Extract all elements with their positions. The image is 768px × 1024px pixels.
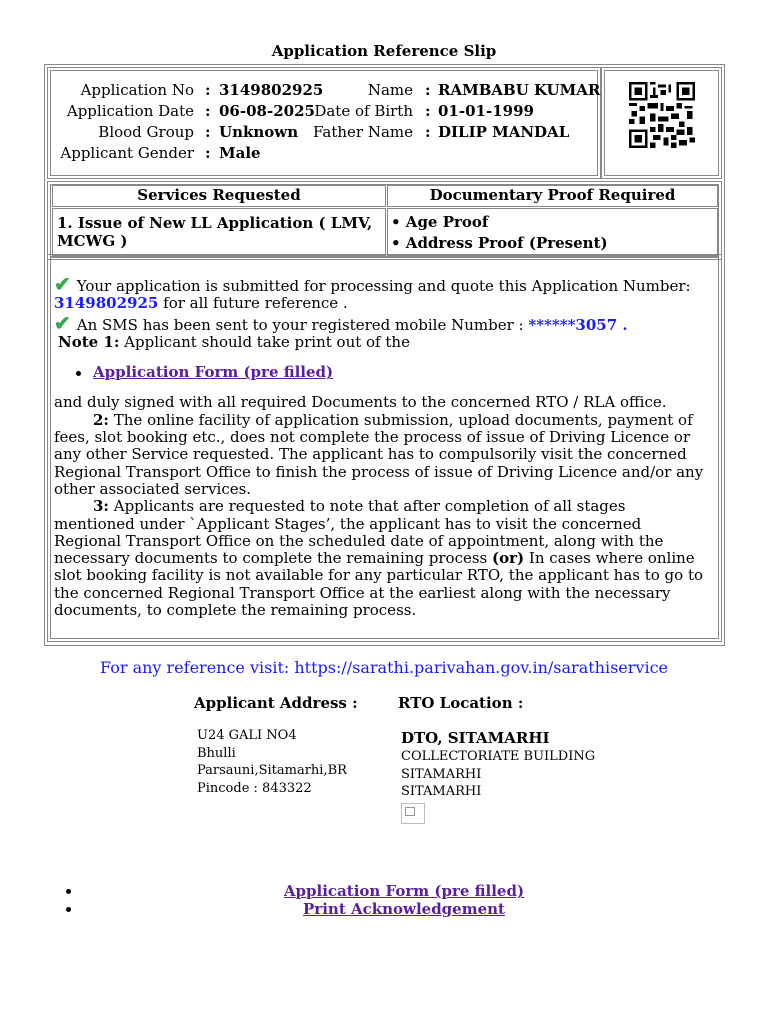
application-form-bottom-link[interactable]: Application Form (pre filled) xyxy=(283,882,525,900)
rto-name: DTO, SITAMARHI xyxy=(401,729,550,747)
bullet-dot xyxy=(66,889,71,894)
note3-label: 3: xyxy=(93,497,109,516)
address-line: Pincode : 843322 xyxy=(197,780,312,796)
blood-group-value: Unknown xyxy=(219,123,299,141)
application-date-value: 06-08-2025 xyxy=(219,102,315,120)
bottom-links-list xyxy=(62,882,746,918)
application-date-row: Application Date : 06-08-2025 Date of Birth : 01-01-1999 xyxy=(0,101,600,122)
note3-text-b: In cases where online slot booking facility is not available for any particular RTO, the applicant has to go to the concerned Regional Transport Office at the earliest along with the necessary documents, to complete the remaining process. xyxy=(54,549,704,620)
gender-value: Male xyxy=(219,144,261,162)
broken-image-icon xyxy=(401,803,425,824)
applicant-address-heading: Applicant Address : xyxy=(194,694,358,712)
print-acknowledgement-link[interactable]: Print Acknowledgement xyxy=(303,900,505,918)
future-reference-text: for all future reference . xyxy=(158,294,348,313)
service-item: 1. Issue of New LL Application ( LMV, MCWG ) xyxy=(57,214,373,250)
rto-line: SITAMARHI xyxy=(401,766,482,782)
note3-or: (or) xyxy=(492,549,525,568)
bullet-dot xyxy=(76,371,81,376)
rto-line: COLLECTORIATE BUILDING xyxy=(401,749,596,764)
signed-text: and duly signed with all required Documents to the concerned RTO / RLA office. xyxy=(54,393,667,412)
father-name-label: Father Name xyxy=(312,123,413,141)
services-requested-header: Services Requested xyxy=(137,186,301,204)
proof-item-address: • Address Proof (Present) xyxy=(391,234,608,252)
notes-section xyxy=(54,272,704,620)
blood-group-label: Blood Group xyxy=(98,123,194,141)
app-form-list-item xyxy=(54,364,704,381)
gender-label: Applicant Gender xyxy=(60,144,194,162)
documentary-proof-header: Documentary Proof Required xyxy=(429,186,676,204)
note3-text-a: Applicants are requested to note that after completion of all stages mentioned under `Applicant Stages’, the applicant has to visit the concerned Regional Transport Office on the scheduled date of appointment, along with the necessary documents to complete the remaining process xyxy=(54,497,664,568)
proof-list xyxy=(391,212,711,254)
application-no-value: 3149802925 xyxy=(219,81,324,99)
address-line: Parsauni,Sitamarhi,BR xyxy=(197,763,347,778)
dob-value: 01-01-1999 xyxy=(438,102,534,120)
name-label: Name xyxy=(367,81,413,99)
bullet-dot xyxy=(66,907,71,912)
rto-line: SITAMARHI xyxy=(401,784,482,799)
list-item xyxy=(62,900,746,918)
mobile-number: ******3057 . xyxy=(528,315,628,334)
checkmark-icon: ✔ xyxy=(54,310,71,335)
blood-group-row: Blood Group : Unknown Father Name : DILIP MANDAL xyxy=(0,122,600,143)
address-line: U24 GALI NO4 xyxy=(197,728,297,743)
gender-row: Applicant Gender : Male xyxy=(0,143,600,164)
rto-location-heading: RTO Location : xyxy=(398,694,524,712)
note2-label: 2: xyxy=(93,410,109,429)
submitted-text: Your application is submitted for processing and quote this Application Number: xyxy=(76,277,691,295)
rto-location xyxy=(401,728,595,801)
application-date-label: Application Date xyxy=(66,102,194,120)
proof-item-age: • Age Proof xyxy=(391,213,489,231)
application-number-ref: 3149802925 xyxy=(54,294,159,313)
dob-label: Date of Birth xyxy=(314,102,413,120)
note2-text: The online facility of application submission, upload documents, payment of fees, slot booking etc., does not complete the process of issue of Driving Licence or any other Service requested. The applicant has to compulsorily visit the concerned Regional Transport Office to finish the process of issue of Driving Licence and/or any other associated services. xyxy=(54,410,704,498)
sms-text: An SMS has been sent to your registered mobile Number : xyxy=(76,315,529,334)
application-form-link[interactable]: Application Form (pre filled) xyxy=(93,363,334,382)
qr-code-icon xyxy=(627,82,697,148)
applicant-address xyxy=(197,727,347,797)
checkmark-icon: ✔ xyxy=(54,272,71,296)
application-no-row: Application No : 3149802925 Name : RAMBABU KUMAR xyxy=(0,80,600,101)
list-item xyxy=(62,882,746,900)
note1-text: Applicant should take print out of the xyxy=(119,332,410,351)
page-title: Application Reference Slip xyxy=(271,42,497,60)
name-value: RAMBABU KUMAR xyxy=(438,81,601,99)
note1-label: Note 1: xyxy=(58,332,120,351)
father-name-value: DILIP MANDAL xyxy=(438,123,570,141)
address-line: Bhulli xyxy=(197,745,236,761)
reference-link[interactable]: For any reference visit: https://sarathi.parivahan.gov.in/sarathiservice xyxy=(99,658,669,677)
application-no-label: Application No xyxy=(80,81,194,99)
